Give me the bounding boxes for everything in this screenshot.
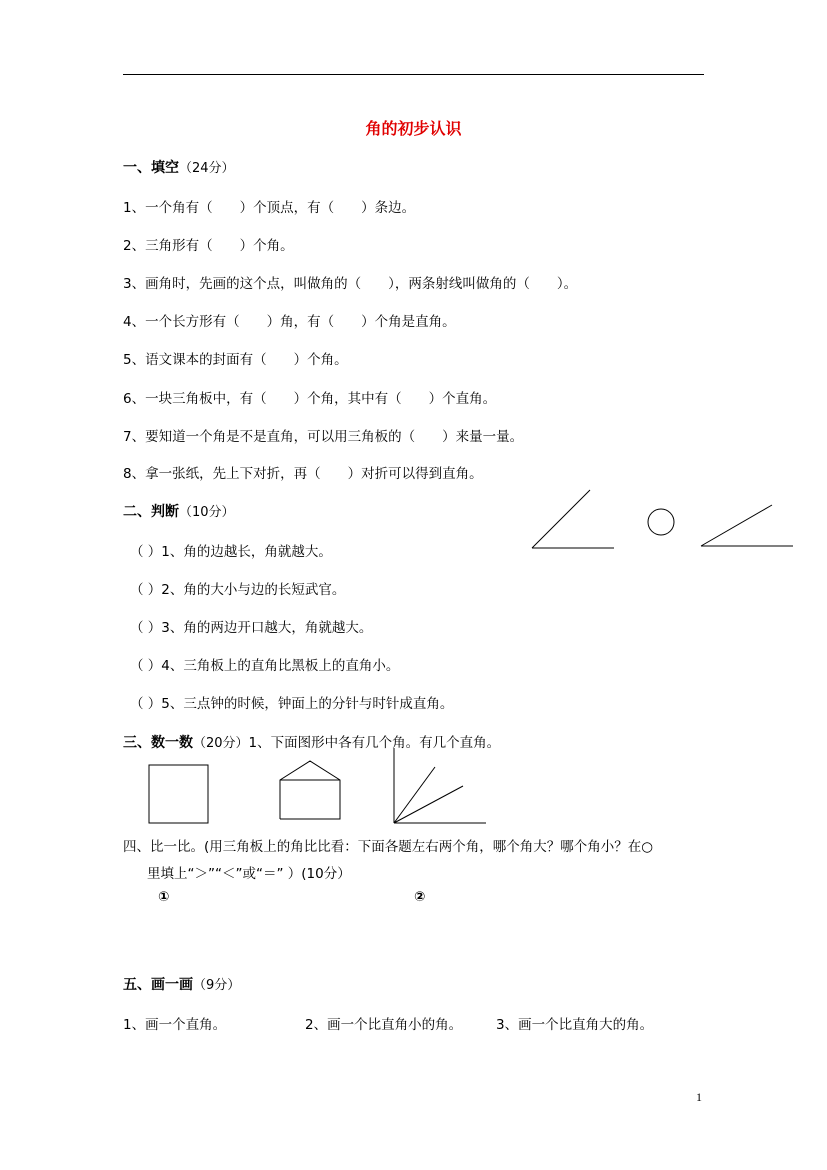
section-2-title: 二、判断 <box>123 504 179 520</box>
fill-item-3: 3、画角时，先画的这个点，叫做角的（ ），两条射线叫做角的（ ）。 <box>123 276 578 292</box>
fill-item-4: 4、一个长方形有（ ）角，有（ ）个角是直角。 <box>123 314 456 330</box>
compare-marker-1: ① <box>158 889 170 905</box>
header-rule <box>123 74 704 75</box>
section-3-points: （20分） <box>193 736 249 751</box>
square-figure <box>149 765 208 823</box>
judge-item-5: （ ）5、三点钟的时候，钟面上的分针与时针成直角。 <box>130 696 454 712</box>
compare-marker-2: ② <box>414 889 426 905</box>
section-5-points: （9分） <box>193 978 241 993</box>
fill-item-6: 6、一块三角板中，有（ ）个角，其中有（ ）个直角。 <box>123 391 497 407</box>
fill-item-2: 2、三角形有（ ）个角。 <box>123 238 294 254</box>
section-5-heading <box>123 974 240 994</box>
section-2-points: （10分） <box>179 505 235 520</box>
section-1-title: 一、填空 <box>123 160 179 176</box>
section-4-line-2: 里填上“＞”“＜”或“＝” ）(10分） <box>147 866 351 882</box>
fill-item-5: 5、语文课本的封面有（ ）个角。 <box>123 352 348 368</box>
section-1-heading <box>123 157 235 177</box>
judge-item-2: （ ）2、角的大小与边的长短武官。 <box>130 582 346 598</box>
draw-item-2: 2、画一个比直角小的角。 <box>305 1017 463 1033</box>
section-4-line-1: 四、比一比。(用三角板上的角比比看：下面各题左右两个角，哪个角大？哪个角小？在○ <box>123 839 654 855</box>
section-2-heading <box>123 501 235 521</box>
rays-figure <box>394 748 486 823</box>
page-title: 角的初步认识 <box>365 119 462 138</box>
section-3-text: 1、下面图形中各有几个角。有几个直角。 <box>248 735 501 751</box>
judge-item-1: （ ）1、角的边越长，角就越大。 <box>130 544 332 560</box>
section-3-title: 三、数一数 <box>123 735 193 751</box>
draw-item-1: 1、画一个直角。 <box>123 1017 227 1033</box>
judge-item-3: （ ）3、角的两边开口越大，角就越大。 <box>130 620 373 636</box>
section-5-title: 五、画一画 <box>123 977 193 993</box>
judge-item-4: （ ）4、三角板上的直角比黑板上的直角小。 <box>130 658 400 674</box>
section-1-points: （24分） <box>179 161 235 176</box>
page-number: 1 <box>696 1090 702 1104</box>
fill-item-8: 8、拿一张纸，先上下对折，再（ ）对折可以得到直角。 <box>123 466 483 482</box>
fill-item-1: 1、一个角有（ ）个顶点，有（ ）条边。 <box>123 200 416 216</box>
angle-figures <box>525 485 800 555</box>
fill-item-7: 7、要知道一个角是不是直角，可以用三角板的（ ）来量一量。 <box>123 429 524 445</box>
compare-circle <box>648 509 674 535</box>
draw-item-3: 3、画一个比直角大的角。 <box>496 1017 654 1033</box>
house-pentagon-figure <box>280 761 340 819</box>
count-figures <box>140 745 500 830</box>
angle-figure-right <box>701 505 793 546</box>
angle-figure-left <box>532 490 614 548</box>
